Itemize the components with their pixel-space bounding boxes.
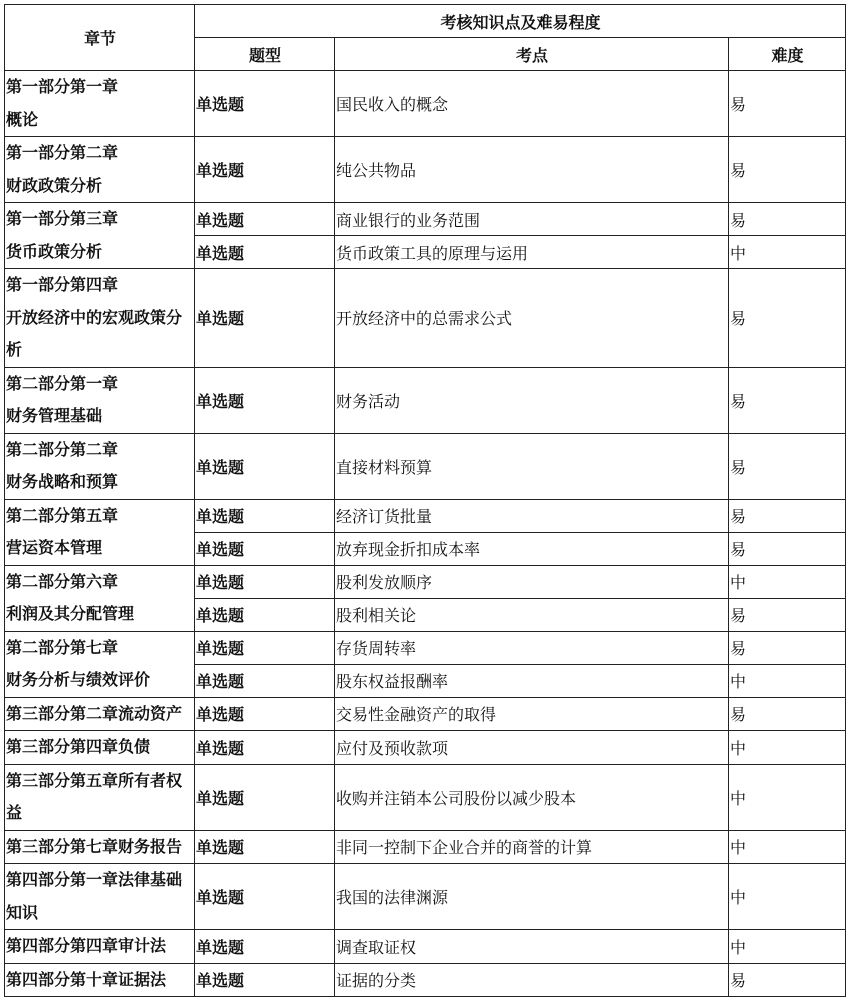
chapter-line: 第一部分第一章 (6, 77, 119, 96)
table-row (5, 697, 846, 731)
exam-point-cell: 经济订货批量 (335, 499, 729, 532)
table-row (5, 731, 846, 765)
table-row (5, 499, 846, 532)
chapter-cell (5, 269, 195, 368)
table-row (5, 764, 846, 830)
chapter-line: 第二部分第六章 (6, 571, 119, 591)
exam-point-cell: 货币政策工具的原理与运用 (335, 236, 729, 269)
exam-point-cell: 纯公共物品 (335, 137, 729, 203)
difficulty-cell: 易 (729, 367, 846, 433)
exam-point-cell: 存货周转率 (335, 631, 729, 664)
chapter-cell (5, 697, 195, 731)
difficulty-cell: 易 (729, 269, 846, 368)
question-type-cell: 单选题 (195, 137, 335, 203)
table-row (5, 930, 846, 964)
header-point: 考点 (335, 38, 729, 71)
table-row (5, 269, 846, 368)
chapter-cell (5, 864, 195, 930)
question-type-cell: 单选题 (195, 830, 335, 864)
difficulty-cell: 易 (729, 137, 846, 203)
table-row (5, 864, 846, 930)
difficulty-cell: 易 (729, 532, 846, 565)
chapter-cell (5, 731, 195, 765)
exam-points-table (4, 4, 846, 997)
table-row (5, 963, 846, 997)
chapter-cell (5, 71, 195, 137)
table-row (5, 71, 846, 137)
question-type-cell: 单选题 (195, 631, 335, 664)
difficulty-cell: 中 (729, 764, 846, 830)
chapter-line: 知识 (6, 902, 39, 922)
question-type-cell: 单选题 (195, 565, 335, 598)
chapter-line: 析 (6, 340, 23, 359)
difficulty-cell: 中 (729, 236, 846, 269)
question-type-cell: 单选题 (195, 236, 335, 269)
header-group: 考核知识点及难易程度 (195, 5, 846, 38)
difficulty-cell: 中 (729, 664, 846, 697)
question-type-cell: 单选题 (195, 598, 335, 631)
difficulty-cell: 中 (729, 930, 846, 964)
question-type-cell: 单选题 (195, 499, 335, 532)
question-type-cell: 单选题 (195, 433, 335, 499)
exam-point-cell: 股利发放顺序 (335, 565, 729, 598)
header-chapter: 章节 (5, 5, 195, 71)
chapter-line: 第二部分第五章 (6, 505, 119, 525)
question-type-cell: 单选题 (195, 963, 335, 997)
chapter-line: 第三部分第七章财务报告 (6, 836, 183, 856)
exam-point-cell: 应付及预收款项 (335, 731, 729, 765)
exam-point-cell: 非同一控制下企业合并的商誉的计算 (335, 830, 729, 864)
chapter-line: 营运资本管理 (6, 538, 103, 557)
question-type-cell: 单选题 (195, 203, 335, 236)
chapter-line: 第二部分第一章 (6, 373, 119, 393)
table-row (5, 137, 846, 203)
header-type: 题型 (195, 38, 335, 71)
exam-point-cell: 财务活动 (335, 367, 729, 433)
exam-point-cell: 调查取证权 (335, 930, 729, 964)
chapter-line: 货币政策分析 (6, 241, 103, 261)
difficulty-cell: 易 (729, 963, 846, 997)
exam-point-cell: 放弃现金折扣成本率 (335, 532, 729, 565)
chapter-cell (5, 764, 195, 830)
chapter-line: 概论 (6, 109, 39, 129)
difficulty-cell: 易 (729, 598, 846, 631)
table-row (5, 203, 846, 236)
chapter-line: 第四部分第十章证据法 (6, 969, 167, 989)
header-level: 难度 (729, 38, 846, 71)
chapter-line: 财政政策分析 (6, 175, 103, 195)
chapter-line: 第三部分第五章所有者权 (6, 770, 183, 790)
chapter-line: 第二部分第七章 (6, 637, 119, 657)
exam-point-cell: 直接材料预算 (335, 433, 729, 499)
chapter-cell (5, 433, 195, 499)
difficulty-cell: 中 (729, 830, 846, 864)
difficulty-cell: 易 (729, 433, 846, 499)
chapter-line: 益 (6, 803, 23, 822)
question-type-cell: 单选题 (195, 764, 335, 830)
chapter-cell (5, 631, 195, 697)
chapter-cell (5, 830, 195, 864)
chapter-line: 财务战略和预算 (6, 472, 119, 491)
chapter-line: 财务管理基础 (6, 406, 103, 425)
difficulty-cell: 易 (729, 631, 846, 664)
question-type-cell: 单选题 (195, 930, 335, 964)
table-row (5, 631, 846, 664)
chapter-cell (5, 499, 195, 565)
chapter-cell (5, 367, 195, 433)
exam-point-cell: 股利相关论 (335, 598, 729, 631)
table-row (5, 830, 846, 864)
chapter-cell (5, 137, 195, 203)
question-type-cell: 单选题 (195, 697, 335, 731)
chapter-line: 利润及其分配管理 (6, 604, 135, 623)
difficulty-cell: 易 (729, 203, 846, 236)
exam-point-cell: 开放经济中的总需求公式 (335, 269, 729, 368)
exam-point-cell: 商业银行的业务范围 (335, 203, 729, 236)
chapter-line: 第一部分第三章 (6, 209, 119, 228)
exam-point-cell: 证据的分类 (335, 963, 729, 997)
question-type-cell: 单选题 (195, 532, 335, 565)
chapter-line: 第三部分第四章负债 (6, 737, 151, 756)
chapter-line: 开放经济中的宏观政策分 (6, 307, 183, 327)
chapter-line: 第四部分第四章审计法 (6, 936, 167, 955)
exam-point-cell: 交易性金融资产的取得 (335, 697, 729, 731)
difficulty-cell: 中 (729, 565, 846, 598)
table-row (5, 367, 846, 433)
difficulty-cell: 易 (729, 71, 846, 137)
chapter-line: 第四部分第一章法律基础 (6, 870, 183, 889)
question-type-cell: 单选题 (195, 269, 335, 368)
exam-point-cell: 我国的法律渊源 (335, 864, 729, 930)
chapter-line: 第一部分第四章 (6, 275, 119, 294)
question-type-cell: 单选题 (195, 664, 335, 697)
exam-point-cell: 股东权益报酬率 (335, 664, 729, 697)
chapter-line: 财务分析与绩效评价 (6, 670, 151, 689)
chapter-cell (5, 963, 195, 997)
question-type-cell: 单选题 (195, 367, 335, 433)
chapter-cell (5, 565, 195, 631)
chapter-line: 第三部分第二章流动资产 (6, 703, 183, 723)
table-row (5, 433, 846, 499)
exam-point-cell: 收购并注销本公司股份以减少股本 (335, 764, 729, 830)
difficulty-cell: 中 (729, 731, 846, 765)
question-type-cell: 单选题 (195, 731, 335, 765)
chapter-line: 第一部分第二章 (6, 143, 119, 162)
exam-point-cell: 国民收入的概念 (335, 71, 729, 137)
chapter-line: 第二部分第二章 (6, 439, 119, 459)
difficulty-cell: 中 (729, 864, 846, 930)
chapter-cell (5, 930, 195, 964)
question-type-cell: 单选题 (195, 864, 335, 930)
difficulty-cell: 易 (729, 697, 846, 731)
chapter-cell (5, 203, 195, 269)
difficulty-cell: 易 (729, 499, 846, 532)
table-row (5, 565, 846, 598)
question-type-cell: 单选题 (195, 71, 335, 137)
